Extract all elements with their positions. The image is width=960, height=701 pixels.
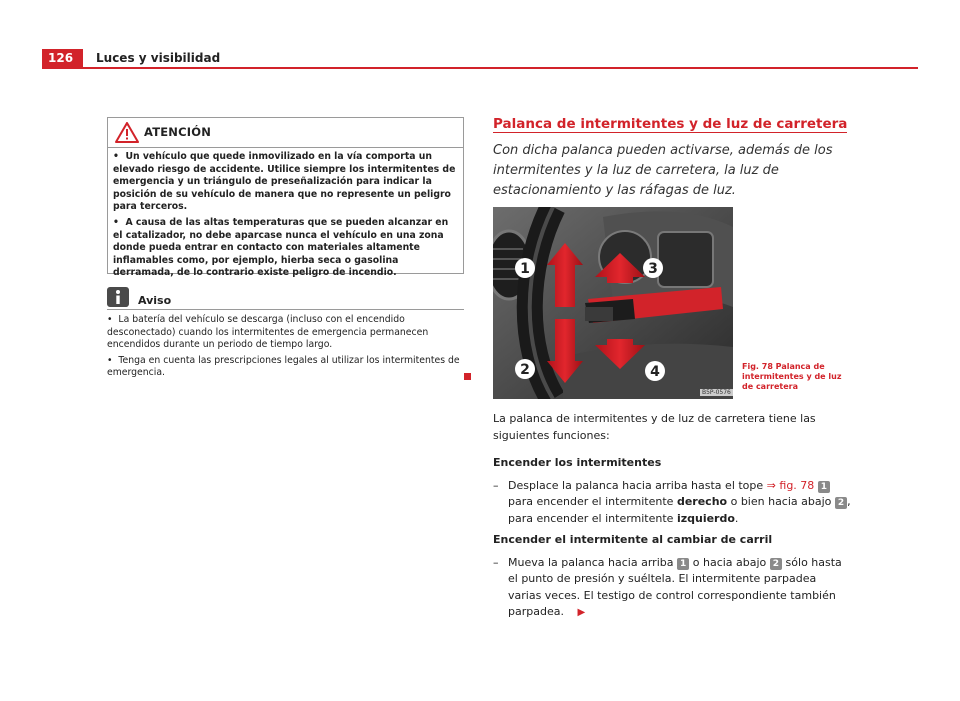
note-item: • La batería del vehículo se descarga (incluso con el encendido desconectado) cuando los intermitentes de emergencia permanecen encendidos durante un periodo de tiempo largo. xyxy=(107,314,429,351)
end-of-section-marker xyxy=(464,373,471,380)
section-rule xyxy=(493,132,847,133)
figure-reference-link[interactable]: ⇒ fig. 78 xyxy=(766,478,815,492)
callout-number-2: 2 xyxy=(770,558,782,570)
warning-triangle-icon xyxy=(115,122,139,143)
figure-label-3: 3 xyxy=(648,261,658,277)
subsection-lane-change xyxy=(493,532,853,622)
note-title: Aviso xyxy=(138,294,172,307)
header-rule xyxy=(42,67,918,69)
warning-list xyxy=(113,151,460,283)
chapter-title: Luces y visibilidad xyxy=(96,51,221,65)
functions-lead: La palanca de intermitentes y de luz de carretera tiene las siguientes funciones: xyxy=(493,412,816,442)
note-item: • Tenga en cuenta las prescripciones legales al utilizar los intermitentes de emergencia. xyxy=(107,354,460,379)
section-intro: Con dicha palanca pueden activarse, además de los intermitentes y la luz de carretera, la luz de estacionamiento y las ráfagas de luz. xyxy=(493,143,833,198)
instruction-item: – Desplace la palanca hacia arriba hasta el tope ⇒ fig. 78 1 para encender el intermitente derecho o bien hacia abajo 2 , para encender el intermitente izquierdo. xyxy=(493,478,851,525)
page-number: 126 xyxy=(42,49,83,68)
warning-item: • Un vehículo que quede inmovilizado en la vía comporta un elevado riesgo de accidente. Utilice siempre los intermitentes de emergencia y un triángulo de preseñalización para indicar la posición de su vehículo de manera que no represente un peligro para terceros. xyxy=(113,151,456,213)
lever-illustration xyxy=(493,207,733,399)
warning-box xyxy=(107,117,464,279)
section-title: Palanca de intermitentes y de luz de carretera xyxy=(493,116,848,132)
note-list xyxy=(107,314,464,383)
instruction-item: – Mueva la palanca hacia arriba 1 o hacia abajo 2 sólo hasta el punto de presión y suéltela. El intermitente parpadea varias veces. El testigo de control correspondiente también parpadea. ▶ xyxy=(493,555,842,618)
warning-header xyxy=(108,118,463,148)
subheading-encender-intermitentes: Encender los intermitentes xyxy=(493,456,662,469)
turn-signal-lever-figure xyxy=(493,207,733,399)
continue-arrow-icon: ▶ xyxy=(577,607,586,618)
figure-label-2: 2 xyxy=(520,362,530,378)
figure-label-4: 4 xyxy=(650,364,660,380)
subsection-turn-signals xyxy=(493,455,853,527)
info-note-icon xyxy=(107,287,129,307)
warning-item: • A causa de las altas temperaturas que se pueden alcanzar en el catalizador, no debe aparcase nunca el vehículo en una zona donde pueda entrar en contacto con materiales altamente inflamables como, por ejemplo, hierba seca o gasolina derramada, de lo contrario existe peligro de incendio. xyxy=(113,216,449,279)
figure-label-1: 1 xyxy=(520,261,530,277)
note-rule xyxy=(107,309,464,310)
callout-number-1: 1 xyxy=(818,481,830,493)
figure-code: B5P-0576 xyxy=(702,389,731,396)
figure-caption: Fig. 78 Palanca de intermitentes y de luz de carretera xyxy=(742,362,842,391)
subheading-cambiar-carril: Encender el intermitente al cambiar de carril xyxy=(493,533,773,546)
callout-number-2: 2 xyxy=(835,497,847,509)
warning-title: ATENCIÓN xyxy=(144,125,212,139)
callout-number-1: 1 xyxy=(677,558,689,570)
